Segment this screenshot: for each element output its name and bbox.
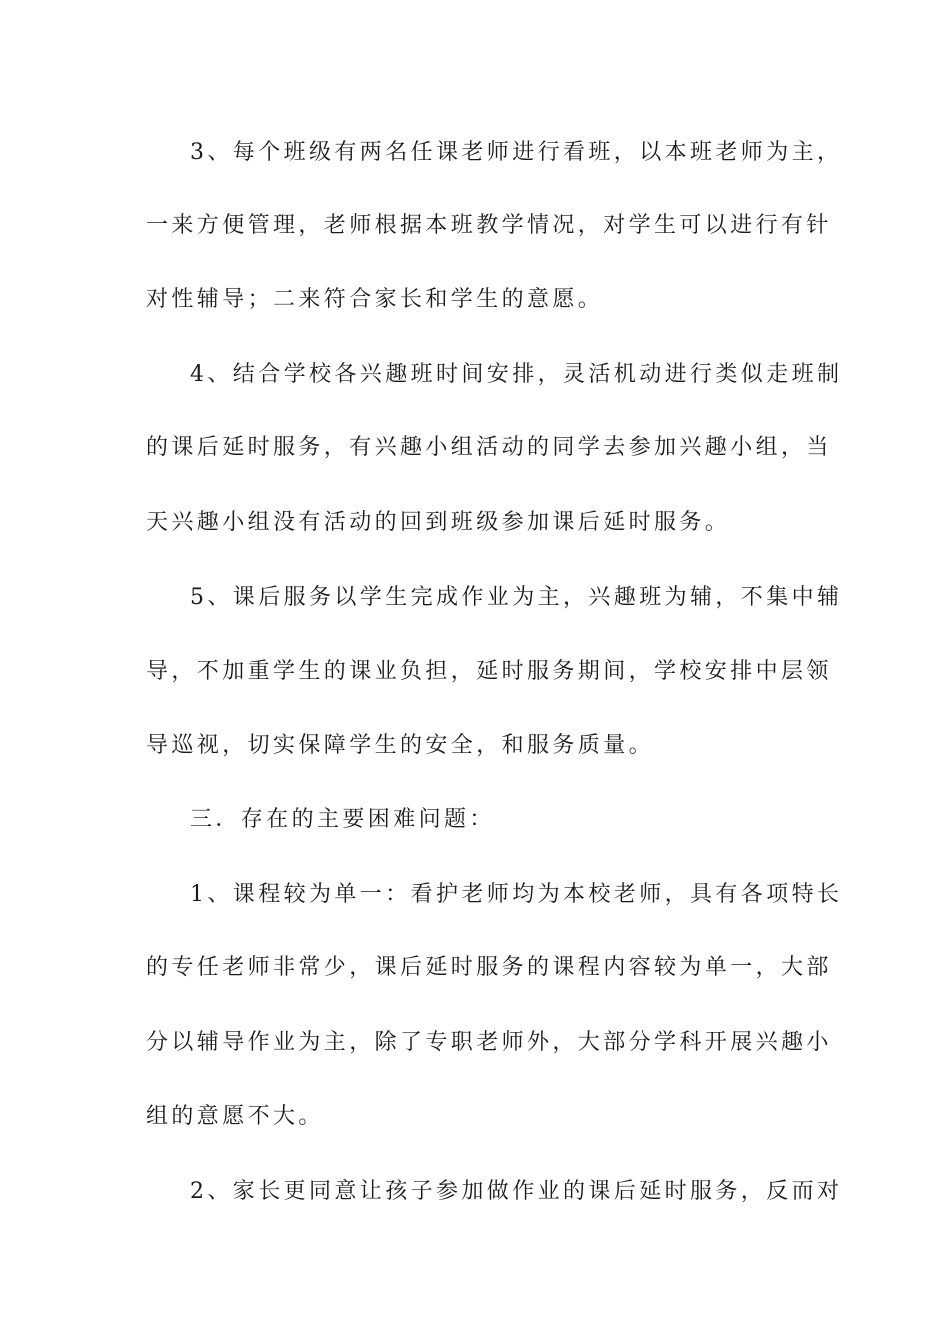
problem-1-line-2: 的专任老师非常少，课后延时服务的课程内容较为单一，大部 xyxy=(146,955,832,980)
problem-1-line-4: 组的意愿不大。 xyxy=(146,1104,324,1129)
paragraph-4-line-2: 的课后延时服务，有兴趣小组活动的同学去参加兴趣小组，当 xyxy=(146,435,832,460)
paragraph-5-line-3: 导巡视，切实保障学生的安全，和服务质量。 xyxy=(146,733,655,758)
problem-2-line-1: 2、家长更同意让孩子参加做作业的课后延时服务，反而对 xyxy=(190,1179,843,1204)
paragraph-4-line-3: 天兴趣小组没有活动的回到班级参加课后延时服务。 xyxy=(146,510,731,535)
paragraph-3-line-2: 一来方便管理，老师根据本班教学情况，对学生可以进行有针 xyxy=(146,213,832,238)
paragraph-5-line-1: 5、课后服务以学生完成作业为主，兴趣班为辅，不集中辅 xyxy=(190,585,843,610)
paragraph-5-line-2: 导，不加重学生的课业负担，延时服务期间，学校安排中层领 xyxy=(146,659,832,684)
paragraph-3-line-1: 3、每个班级有两名任课老师进行看班，以本班老师为主， xyxy=(190,140,843,165)
section-heading: 三．存在的主要困难问题： xyxy=(190,807,495,832)
problem-1-line-1: 1、课程较为单一：看护老师均为本校老师，具有各项特长 xyxy=(190,882,843,907)
paragraph-4-line-1: 4、结合学校各兴趣班时间安排，灵活机动进行类似走班制 xyxy=(190,362,843,387)
paragraph-3-line-3: 对性辅导；二来符合家长和学生的意愿。 xyxy=(146,287,604,312)
problem-1-line-3: 分以辅导作业为主，除了专职老师外，大部分学科开展兴趣小 xyxy=(146,1030,832,1055)
